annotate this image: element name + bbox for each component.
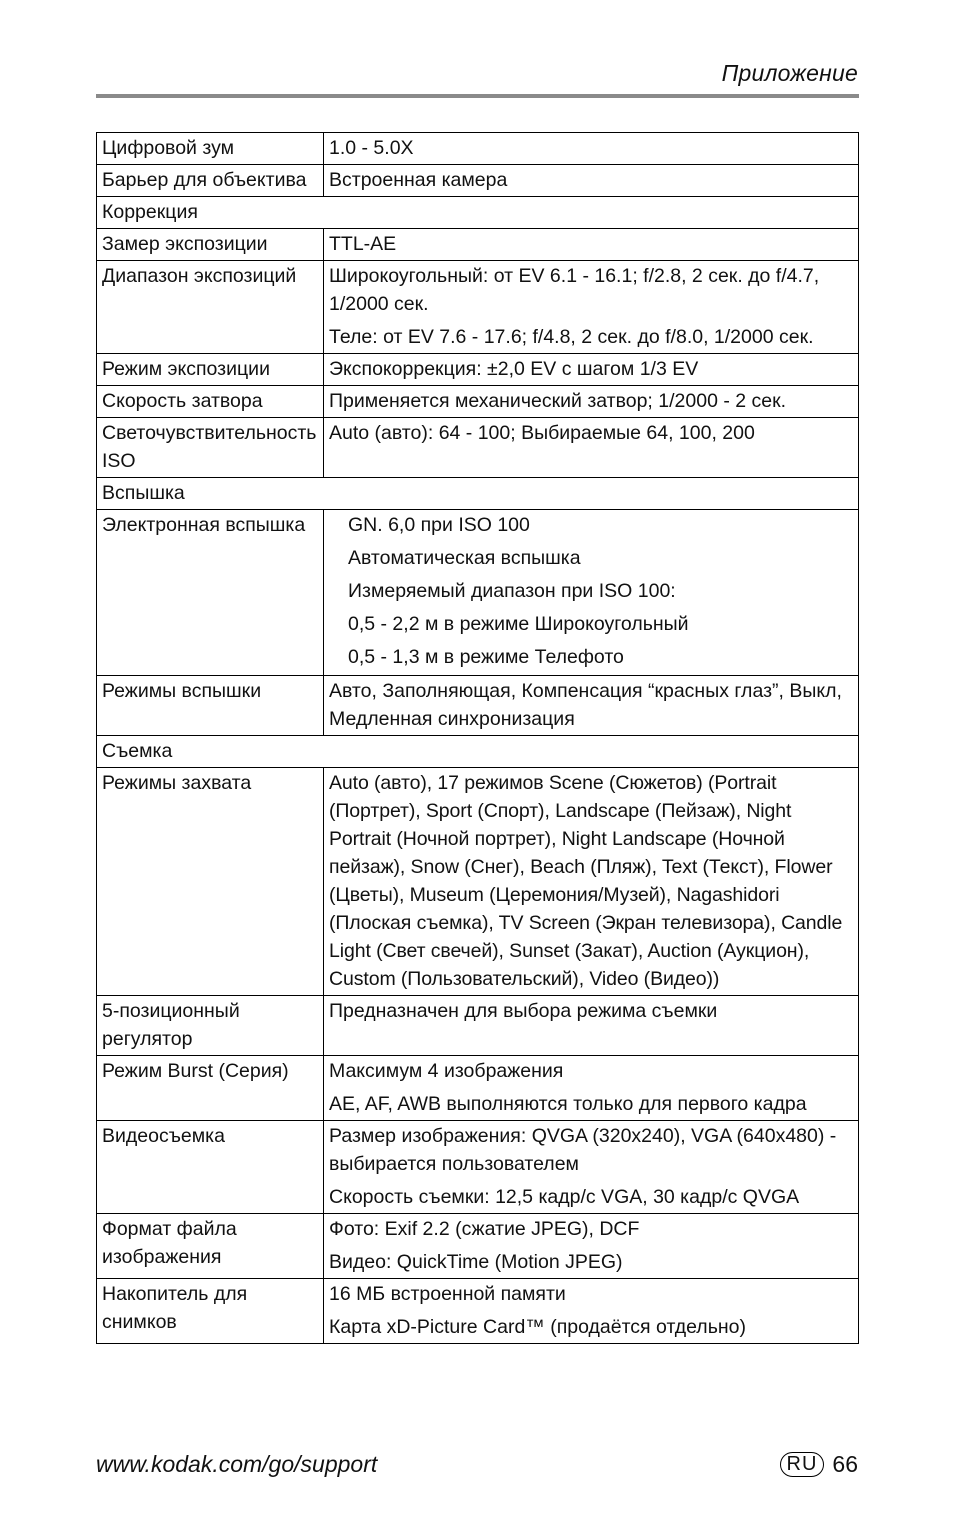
table-row	[97, 676, 859, 736]
spec-label: Видеосъемка	[97, 1121, 324, 1214]
spec-label: Скорость затвора	[97, 386, 324, 418]
spec-value: Фото: Exif 2.2 (сжатие JPEG), DCF Видео: QuickTime (Motion JPEG)	[324, 1214, 859, 1279]
spec-label: Светочувствительность ISO	[97, 418, 324, 478]
table-row	[97, 510, 859, 676]
page-header-title: Приложение	[721, 60, 858, 86]
table-row	[97, 418, 859, 478]
spec-value: Размер изображения: QVGA (320x240), VGA (640x480) - выбирается пользователем Скорость съемки: 12,5 кадр/с VGA, 30 кадр/с QVGA	[324, 1121, 859, 1214]
header-rule	[96, 94, 859, 98]
table-row	[97, 165, 859, 197]
spec-label: Формат файла изображения	[97, 1214, 324, 1279]
spec-value: Auto (авто): 64 - 100; Выбираемые 64, 100, 200	[324, 418, 859, 478]
page-number: 66	[832, 1451, 858, 1477]
table-row	[97, 768, 859, 996]
spec-value: Auto (авто), 17 режимов Scene (Сюжетов) (Portrait (Портрет), Sport (Спорт), Landscape (Пейзаж), Night Portrait (Ночной портрет), Night Landscape (Ночной пейзаж), Snow (Снег), Beach (Пляж), Text (Текст), Flower (Цветы), Museum (Церемония/Музей), Nagashidori (Плоская съемка), TV Screen (Экран телевизора), Candle Light (Свет свечей), Sunset (Закат), Auction (Аукцион), Custom (Пользовательский), Video (Видео))	[324, 768, 859, 996]
spec-value: Предназначен для выбора режима съемки	[324, 996, 859, 1056]
spec-label: Режимы захвата	[97, 768, 324, 996]
section-heading: Коррекция	[97, 197, 859, 229]
table-row	[97, 386, 859, 418]
spec-label: Накопитель для снимков	[97, 1279, 324, 1344]
spec-value: 16 МБ встроенной памяти Карта xD-Picture Card™ (продаётся отдельно)	[324, 1279, 859, 1344]
spec-value: Максимум 4 изображения AE, AF, AWB выполняются только для первого кадра	[324, 1056, 859, 1121]
spec-label: Режимы вспышки	[97, 676, 324, 736]
spec-label: Диапазон экспозиций	[97, 261, 324, 354]
table-row	[97, 996, 859, 1056]
spec-label: Цифровой зум	[97, 133, 324, 165]
spec-label: 5-позиционный регулятор	[97, 996, 324, 1056]
section-row	[97, 197, 859, 229]
spec-label: Барьер для объектива	[97, 165, 324, 197]
spec-value: Встроенная камера	[324, 165, 859, 197]
spec-label: Режим Burst (Серия)	[97, 1056, 324, 1121]
support-url: www.kodak.com/go/support	[96, 1451, 378, 1477]
spec-value: TTL-AE	[324, 229, 859, 261]
spec-label: Замер экспозиции	[97, 229, 324, 261]
specifications-table	[96, 132, 859, 1344]
spec-label: Режим экспозиции	[97, 354, 324, 386]
spec-value: Широкоугольный: от EV 6.1 - 16.1; f/2.8, 2 сек. до f/4.7, 1/2000 сек. Теле: от EV 7.6 - 17.6; f/4.8, 2 сек. до f/8.0, 1/2000 сек.	[324, 261, 859, 354]
spec-label: Электронная вспышка	[97, 510, 324, 676]
table-row	[97, 261, 859, 354]
table-row	[97, 354, 859, 386]
table-row	[97, 1056, 859, 1121]
footer-page-info	[780, 1451, 858, 1478]
table-row	[97, 133, 859, 165]
spec-value: 1.0 - 5.0X	[324, 133, 859, 165]
section-row	[97, 736, 859, 768]
spec-value: Применяется механический затвор; 1/2000 - 2 сек.	[324, 386, 859, 418]
section-heading: Вспышка	[97, 478, 859, 510]
table-row	[97, 1279, 859, 1344]
section-row	[97, 478, 859, 510]
spec-value: Экспокоррекция: ±2,0 EV с шагом 1/3 EV	[324, 354, 859, 386]
table-row	[97, 1121, 859, 1214]
language-badge: RU	[780, 1452, 825, 1477]
table-row	[97, 1214, 859, 1279]
table-row	[97, 229, 859, 261]
spec-value: Авто, Заполняющая, Компенсация “красных глаз”, Выкл, Медленная синхронизация	[324, 676, 859, 736]
section-heading: Съемка	[97, 736, 859, 768]
spec-value: GN. 6,0 при ISO 100 Автоматическая вспышка Измеряемый диапазон при ISO 100: 0,5 - 2,2 м в режиме Широкоугольный 0,5 - 1,3 м в режиме Телефото	[324, 510, 859, 676]
